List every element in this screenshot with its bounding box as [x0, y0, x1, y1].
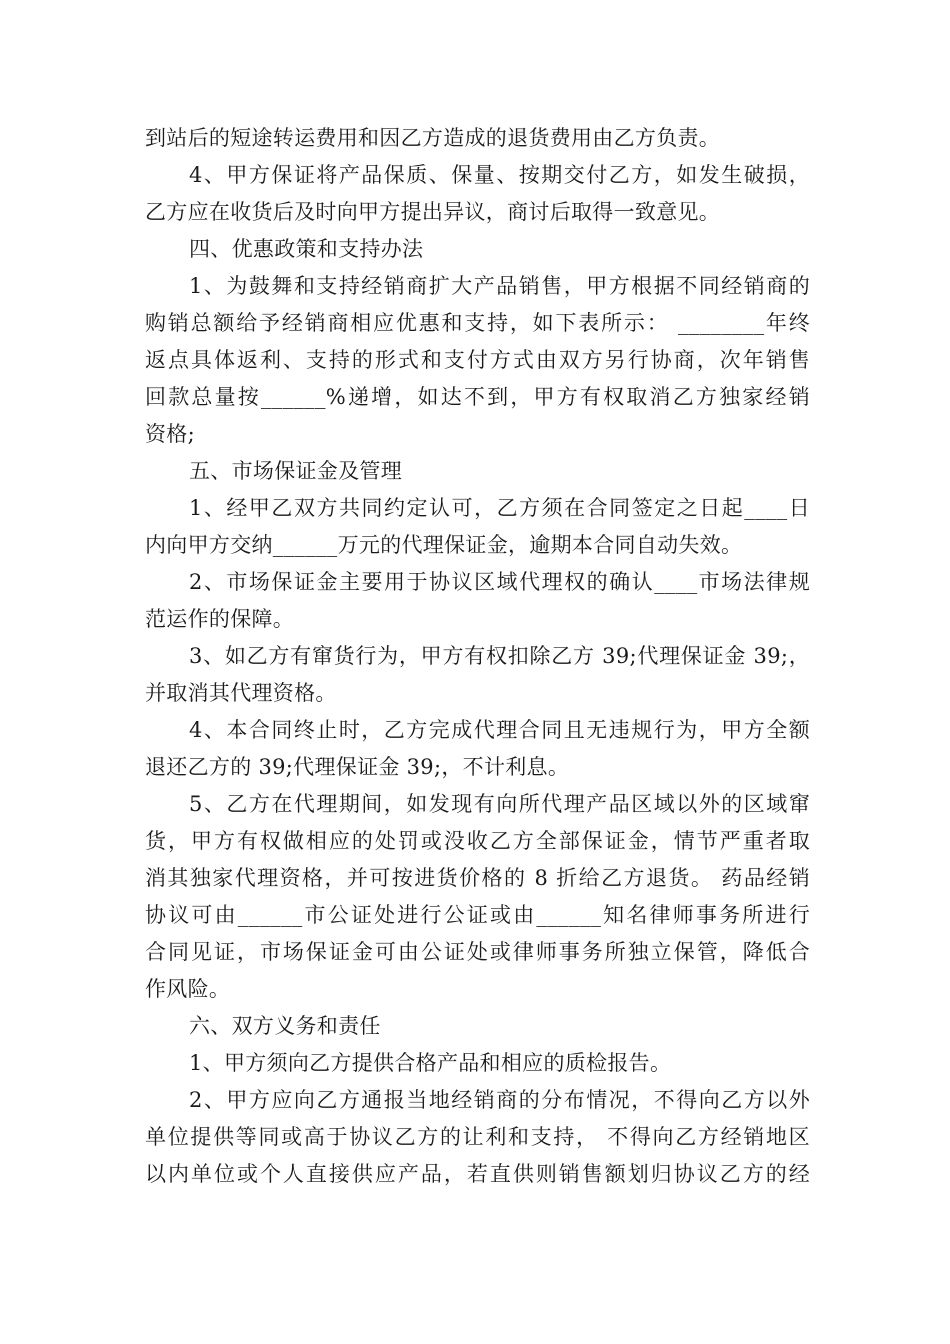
paragraph-line: 1、经甲乙双方共同约定认可，乙方须在合同签定之日起____日	[189, 496, 810, 520]
document-body	[145, 120, 810, 1193]
paragraph-line: 4、甲方保证将产品保质、保量、按期交付乙方，如发生破损，	[189, 163, 810, 187]
paragraph-line: 购销总额给予经销商相应优惠和支持，如下表所示： ________年终	[145, 311, 810, 335]
paragraph-line: 内向甲方交纳______万元的代理保证金，逾期本合同自动失效。	[145, 533, 743, 557]
paragraph-line: 消其独家代理资格，并可按进货价格的 8 折给乙方退货。 药品经销	[145, 866, 810, 890]
paragraph-line: 2、市场保证金主要用于协议区域代理权的确认____市场法律规	[189, 570, 810, 594]
paragraph-line: 协议可由______市公证处进行公证或由______知名律师事务所进行	[145, 903, 810, 927]
paragraph-line: 3、如乙方有窜货行为，甲方有权扣除乙方 39;代理保证金 39;，	[189, 644, 810, 668]
paragraph-line: 回款总量按______%递增，如达不到，甲方有权取消乙方独家经销	[145, 385, 810, 409]
paragraph-line: 4、本合同终止时，乙方完成代理合同且无违规行为，甲方全额	[189, 718, 810, 742]
paragraph-line: 资格;	[145, 422, 195, 446]
paragraph-line: 返点具体返利、支持的形式和支付方式由双方另行协商，次年销售	[145, 348, 810, 372]
paragraph-line: 范运作的保障。	[145, 607, 295, 631]
section-heading: 四、优惠政策和支持办法	[189, 237, 424, 261]
paragraph-line: 并取消其代理资格。	[145, 681, 337, 705]
section-heading: 六、双方义务和责任	[189, 1014, 381, 1038]
paragraph-line: 以内单位或个人直接供应产品，若直供则销售额划归协议乙方的经	[145, 1162, 810, 1186]
paragraph-line: 退还乙方的 39;代理保证金 39;，不计利息。	[145, 755, 570, 779]
paragraph-line: 1、为鼓舞和支持经销商扩大产品销售，甲方根据不同经销商的	[189, 274, 810, 298]
paragraph-line: 合同见证，市场保证金可由公证处或律师事务所独立保管，降低合	[145, 940, 810, 964]
paragraph-line: 到站后的短途转运费用和因乙方造成的退货费用由乙方负责。	[145, 126, 721, 150]
paragraph-line: 货，甲方有权做相应的处罚或没收乙方全部保证金，情节严重者取	[145, 829, 810, 853]
paragraph-line: 作风险。	[145, 977, 231, 1001]
paragraph-line: 1、甲方须向乙方提供合格产品和相应的质检报告。	[189, 1051, 672, 1075]
paragraph-line: 2、甲方应向乙方通报当地经销商的分布情况，不得向乙方以外	[189, 1088, 810, 1112]
paragraph-line: 乙方应在收货后及时向甲方提出异议，商讨后取得一致意见。	[145, 200, 721, 224]
paragraph-line: 5、乙方在代理期间，如发现有向所代理产品区域以外的区域窜	[189, 792, 810, 816]
section-heading: 五、市场保证金及管理	[189, 459, 402, 483]
paragraph-line: 单位提供等同或高于协议乙方的让利和支持， 不得向乙方经销地区	[145, 1125, 810, 1149]
